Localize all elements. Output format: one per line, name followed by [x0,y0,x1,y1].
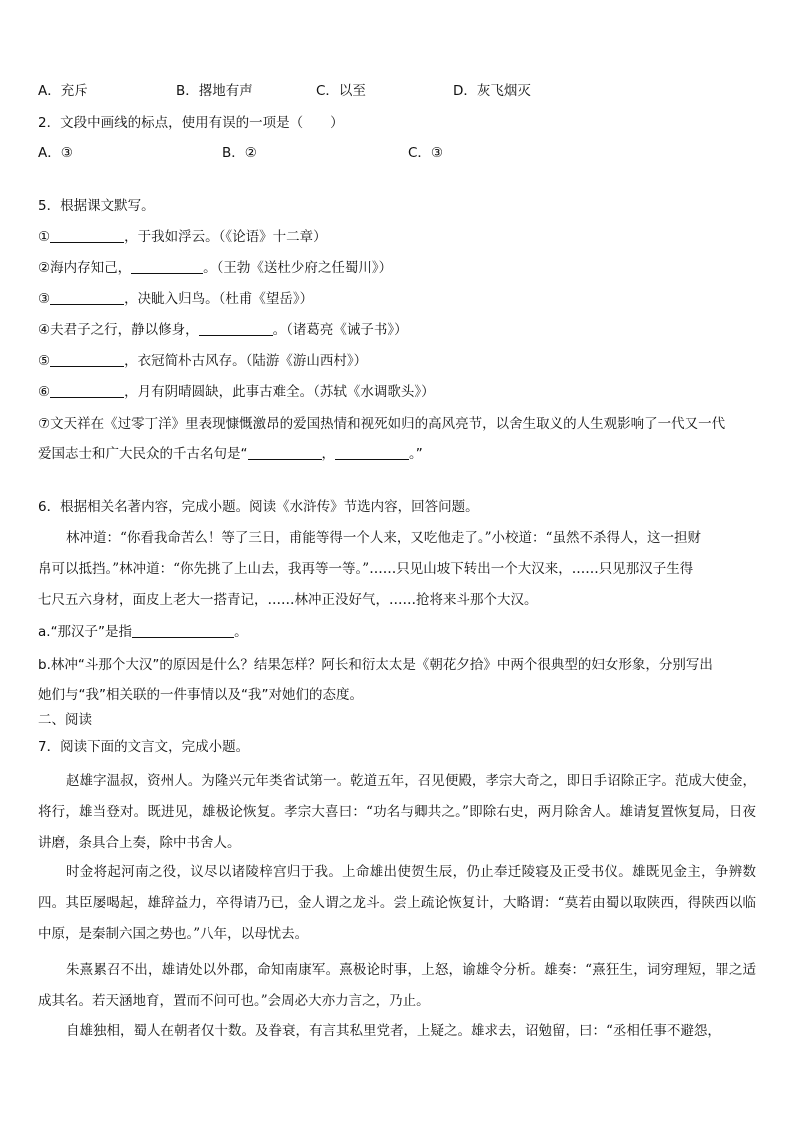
item-suffix: 。（王勃《送杜少府之任蜀川》） [203,260,393,276]
item-prefix: ④夫君子之行，静以修身， [38,322,199,338]
recitation-item-5 [38,351,367,371]
passage-line: 七尺五六身材，面皮上老大一搭青记，……林冲正没好气，……抢将来斗那个大汉。 [38,592,538,608]
fill-blank[interactable] [132,623,234,638]
q2-option-b: B．② [222,145,257,161]
item-suffix: 。（诸葛亮《诫子书》） [272,322,408,338]
fill-blank[interactable] [335,445,409,460]
recitation-item-7-line-2 [38,444,423,464]
question-6-stem: 6．根据相关名著内容，完成小题。阅读《水浒传》节选内容，回答问题。 [38,499,479,515]
classical-paragraph: 自雄独相，蜀人在朝者仅十数。及眷衰，有言其私里党者，上疑之。雄求去，诏勉留，曰：“丞相任事不避怨， [66,1023,721,1039]
passage-line: 林冲道：“你看我命苦么！等了三日，甫能等得一个人来，又吃他走了。”小校道：“虽然不杀得人，这一担财 [66,530,701,546]
passage-line: 帛可以抵挡。”林冲道：“你先挑了上山去，我再等一等。”……只见山坡下转出一个大汉来，……只见那汉子生得 [38,561,694,577]
question-7-stem: 7．阅读下面的文言文，完成小题。 [38,739,250,755]
recitation-item-4 [38,320,408,340]
question-5-stem: 5．根据课文默写。 [38,198,155,214]
item-prefix: ⑥ [38,384,51,400]
item-suffix: ，月有阴晴圆缺，此事古难全。（苏轼《水调歌头》） [124,384,435,400]
q2-option-a: A．③ [38,145,73,161]
option-d: D．灰飞烟灭 [453,83,531,99]
fill-blank[interactable] [50,290,124,305]
recitation-item-2 [38,258,392,278]
recitation-item-3 [38,289,313,309]
question-text: a.“那汉子”是指 [38,624,133,640]
fill-blank[interactable] [50,383,124,398]
option-a: A．充斥 [38,83,88,99]
item-suffix: ，于我如浮云。（《论语》十二章） [124,229,327,245]
question-6a [38,622,248,642]
recitation-item-1 [38,227,327,247]
option-c: C．以至 [316,83,366,99]
question-6b-line-2: 她们与“我”相关联的一件事情以及“我”对她们的态度。 [38,687,363,703]
classical-paragraph: 时金将起河南之役，议尽以诸陵梓宫归于我。上命雄出使贺生辰，仍止奉迁陵寝及正受书仪。雄既见金主，争辨数四。其臣屡喝起，雄辞益力，卒得请乃已，金人谓之龙斗。尝上疏论恢复计，大略谓：“莫若由蜀以取陕西，得陕西以临中原，是秦制六国之势也。”八年，以母忧去。 [38,864,756,942]
question-6b-line-1: b.林冲“斗那个大汉”的原因是什么？结果怎样？阿长和衍太太是《朝花夕拾》中两个很典型的妇女形象，分别写出 [38,657,713,673]
fill-blank[interactable] [50,352,124,367]
item-text: 爱国志士和广大民众的千古名句是“ [38,446,248,462]
fill-blank[interactable] [199,321,273,336]
q2-option-c: C．③ [408,145,444,161]
item-prefix: ②海内存知己， [38,260,132,276]
item-suffix: ，决眦入归鸟。（杜甫《望岳》） [124,291,314,307]
option-b: B．撂地有声 [176,83,253,99]
item-text: ， [321,446,335,462]
item-prefix: ③ [38,291,51,307]
classical-paragraph: 朱熹累召不出，雄请处以外郡，命知南康军。熹极论时事，上怒，谕雄令分析。雄奏：“熹狂生，词穷理短，罪之适成其名。若天涵地育，置而不问可也。”会周必大亦力言之，乃止。 [38,962,756,1009]
fill-blank[interactable] [248,445,322,460]
section-heading: 二、阅读 [38,712,92,728]
item-prefix: ① [38,229,51,245]
item-prefix: ⑤ [38,353,51,369]
recitation-item-6 [38,382,435,402]
classical-paragraph: 赵雄字温叔，资州人。为隆兴元年类省试第一。乾道五年，召见便殿，孝宗大奇之，即日手诏除正字。范成大使金，将行，雄当登对。既进见，雄极论恢复。孝宗大喜曰：“功名与卿共之。”即除右史，两月除舍人。雄请复置恢复局，日夜讲磨，条具合上奏，除中书舍人。 [38,773,756,851]
question-2-stem: 2．文段中画线的标点，使用有误的一项是（ ） [38,115,344,131]
item-text: 。” [409,446,423,462]
fill-blank[interactable] [50,228,124,243]
recitation-item-7-line-1: ⑦文天祥在《过零丁洋》里表现慷慨激昂的爱国热情和视死如归的高风亮节，以舍生取义的人生观影响了一代又一代 [38,416,726,432]
fill-blank[interactable] [131,259,203,274]
item-suffix: ，衣冠简朴古风存。（陆游《游山西村》） [124,353,368,369]
question-text: 。 [234,624,248,640]
